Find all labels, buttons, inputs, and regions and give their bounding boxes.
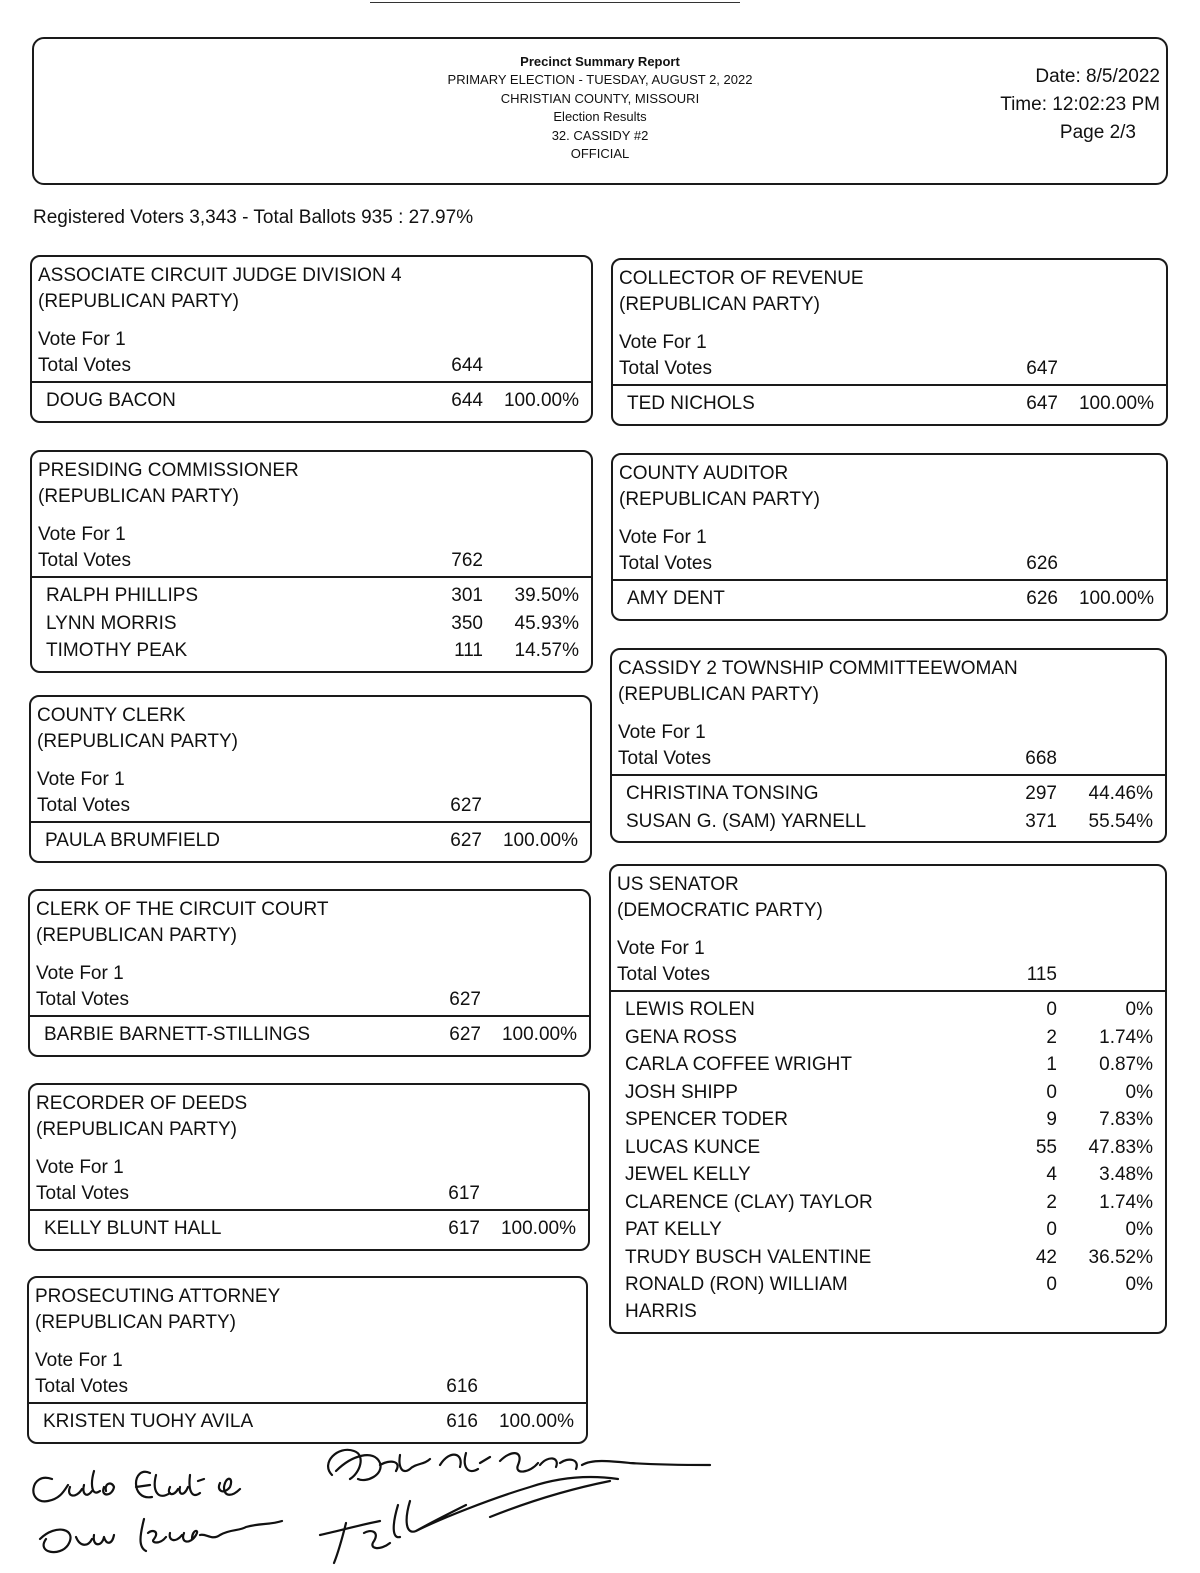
- candidate-row: [611, 1024, 1165, 1052]
- candidate-percent: 39.50%: [514, 585, 579, 606]
- candidate-row: [611, 1051, 1165, 1079]
- candidate-votes: 644: [451, 390, 483, 411]
- candidate-votes: 111: [454, 640, 483, 661]
- candidate-row: [29, 1408, 586, 1436]
- candidate-name: CHRISTINA TONSING: [626, 783, 819, 804]
- candidate-name: PAULA BRUMFIELD: [45, 830, 220, 851]
- race-office: PRESIDING COMMISSIONER: [38, 460, 299, 481]
- candidate-percent: 47.83%: [1088, 1136, 1153, 1158]
- candidate-votes: 0: [1046, 999, 1057, 1020]
- county-name: CHRISTIAN COUNTY, MISSOURI: [500, 90, 700, 106]
- candidate-list: [30, 1017, 589, 1055]
- race-prosecuting-attorney: [27, 1276, 588, 1444]
- race-office: PROSECUTING ATTORNEY: [35, 1286, 281, 1307]
- race-party: (REPUBLICAN PARTY): [618, 684, 819, 705]
- vote-for-label: Vote For 1: [38, 329, 126, 350]
- candidate-row: [611, 1134, 1165, 1162]
- candidate-percent: 100.00%: [503, 390, 579, 411]
- vote-for-label: Vote For 1: [619, 332, 707, 353]
- race-office: RECORDER OF DEEDS: [36, 1093, 248, 1114]
- vote-for-label: Vote For 1: [37, 769, 125, 790]
- candidate-row: [613, 585, 1166, 613]
- total-votes-value: 626: [1026, 553, 1058, 574]
- vote-for-label: Vote For 1: [36, 963, 124, 984]
- candidate-votes: 617: [448, 1218, 480, 1239]
- candidate-name: SPENCER TODER: [625, 1109, 788, 1130]
- candidate-row: [611, 1106, 1165, 1134]
- candidate-row: [32, 637, 591, 665]
- candidate-name: TIMOTHY PEAK: [46, 640, 188, 661]
- total-votes-label: Total Votes: [619, 358, 712, 379]
- race-party: (DEMOCRATIC PARTY): [617, 900, 823, 921]
- total-votes-value: 644: [451, 355, 483, 376]
- candidate-name: KELLY BLUNT HALL: [44, 1218, 222, 1239]
- candidate-row: [611, 1216, 1165, 1244]
- report-title-block: [34, 53, 1166, 163]
- candidate-row: [32, 610, 591, 638]
- total-votes-label: Total Votes: [618, 748, 711, 769]
- candidate-name-continued: HARRIS: [625, 1301, 697, 1322]
- report-time: Time: 12:02:23 PM: [1000, 94, 1160, 115]
- race-party: (REPUBLICAN PARTY): [36, 925, 237, 946]
- report-date: Date: 8/5/2022: [1035, 66, 1160, 87]
- candidate-percent: 1.74%: [1099, 1026, 1153, 1048]
- race-office: ASSOCIATE CIRCUIT JUDGE DIVISION 4: [38, 265, 402, 286]
- candidate-name: KRISTEN TUOHY AVILA: [43, 1411, 254, 1432]
- candidate-votes: 297: [1025, 783, 1057, 804]
- candidate-votes: 4: [1046, 1164, 1057, 1185]
- candidate-percent: 0.87%: [1099, 1054, 1153, 1075]
- candidate-list: [32, 578, 591, 671]
- candidate-name: RALPH PHILLIPS: [46, 585, 199, 606]
- candidate-list: [30, 1211, 588, 1249]
- candidate-votes: 2: [1046, 1026, 1057, 1048]
- candidate-percent: 100.00%: [502, 830, 578, 851]
- candidate-name: LUCAS KUNCE: [625, 1136, 761, 1158]
- vote-for-label: Vote For 1: [36, 1157, 124, 1178]
- total-votes-label: Total Votes: [35, 1376, 128, 1397]
- candidate-name: GENA ROSS: [625, 1026, 737, 1048]
- signatures: [20, 1435, 720, 1570]
- candidate-votes: 626: [1026, 588, 1058, 609]
- race-office: US SENATOR: [617, 874, 739, 895]
- vote-for-label: Vote For 1: [617, 938, 705, 959]
- candidate-name: SUSAN G. (SAM) YARNELL: [626, 810, 867, 832]
- total-votes-value: 617: [448, 1183, 480, 1204]
- candidate-percent: 100.00%: [498, 1411, 574, 1432]
- candidate-percent: 44.46%: [1088, 783, 1153, 804]
- race-party: (REPUBLICAN PARTY): [35, 1312, 236, 1333]
- total-votes-value: 668: [1025, 748, 1057, 769]
- vote-for-label: Vote For 1: [618, 722, 706, 743]
- signature-2: [40, 1519, 282, 1552]
- scan-top-line: [370, 2, 740, 3]
- race-cassidy-2-township-committeewoman: [610, 648, 1167, 843]
- candidate-percent: 55.54%: [1088, 810, 1153, 832]
- total-votes-value: 115: [1026, 964, 1057, 985]
- candidate-list: [611, 992, 1165, 1332]
- race-collector-of-revenue: [611, 258, 1168, 426]
- candidate-percent: 100.00%: [500, 1218, 576, 1239]
- race-office: COLLECTOR OF REVENUE: [619, 268, 864, 289]
- candidate-name: JOSH SHIPP: [625, 1081, 738, 1103]
- candidate-row: [611, 1244, 1165, 1272]
- total-votes-value: 762: [451, 550, 483, 571]
- candidate-percent: 0%: [1125, 1274, 1153, 1295]
- race-party: (REPUBLICAN PARTY): [38, 486, 239, 507]
- candidate-votes: 9: [1046, 1109, 1057, 1130]
- candidate-name: DOUG BACON: [46, 390, 176, 411]
- candidate-name: BARBIE BARNETT-STILLINGS: [44, 1024, 311, 1045]
- candidate-votes: 647: [1026, 393, 1058, 414]
- candidate-percent: 0%: [1125, 1219, 1153, 1240]
- total-votes-label: Total Votes: [36, 1183, 129, 1204]
- candidate-row: [31, 827, 590, 855]
- report-meta: [1000, 63, 1160, 147]
- candidate-list: [32, 383, 591, 421]
- total-votes-label: Total Votes: [38, 550, 131, 571]
- candidate-percent: 0%: [1125, 999, 1153, 1020]
- candidate-name: TED NICHOLS: [627, 393, 755, 414]
- election-name: PRIMARY ELECTION - TUESDAY, AUGUST 2, 2022: [447, 72, 753, 88]
- report-title: Precinct Summary Report: [520, 54, 680, 69]
- candidate-row: [611, 1271, 1165, 1326]
- candidate-percent: 1.74%: [1099, 1191, 1153, 1213]
- candidate-votes: 1: [1046, 1054, 1057, 1075]
- candidate-name: RONALD (RON) WILLIAM: [625, 1274, 848, 1295]
- candidate-name: LYNN MORRIS: [46, 612, 177, 634]
- race-office: COUNTY AUDITOR: [619, 463, 789, 484]
- total-votes-label: Total Votes: [617, 964, 710, 985]
- candidate-name: LEWIS ROLEN: [625, 999, 755, 1020]
- candidate-votes: 616: [446, 1411, 478, 1432]
- candidate-percent: 100.00%: [501, 1024, 577, 1045]
- vote-for-label: Vote For 1: [35, 1350, 123, 1371]
- candidate-percent: 45.93%: [514, 612, 579, 634]
- candidate-votes: 301: [451, 585, 483, 606]
- candidate-votes: 2: [1046, 1191, 1057, 1213]
- candidate-votes: 627: [449, 1024, 481, 1045]
- candidate-row: [612, 780, 1165, 808]
- candidate-votes: 350: [451, 612, 483, 634]
- candidate-percent: 100.00%: [1078, 588, 1154, 609]
- candidate-row: [30, 1021, 589, 1049]
- race-party: (REPUBLICAN PARTY): [619, 294, 820, 315]
- candidate-percent: 36.52%: [1088, 1246, 1153, 1268]
- candidate-row: [32, 387, 591, 415]
- candidate-votes: 0: [1046, 1219, 1057, 1240]
- race-party: (REPUBLICAN PARTY): [37, 731, 238, 752]
- race-office: COUNTY CLERK: [37, 705, 186, 726]
- signature-4: [320, 1477, 618, 1563]
- total-votes-value: 627: [450, 795, 482, 816]
- race-clerk-of-the-circuit-court: [28, 889, 591, 1057]
- race-party: (REPUBLICAN PARTY): [36, 1119, 237, 1140]
- race-county-clerk: [29, 695, 592, 863]
- page-number: Page 2/3: [1059, 122, 1136, 143]
- race-us-senator: [609, 864, 1167, 1334]
- signature-3: [328, 1450, 710, 1480]
- candidate-name: CLARENCE (CLAY) TAYLOR: [625, 1191, 873, 1213]
- vote-for-label: Vote For 1: [38, 524, 126, 545]
- candidate-list: [613, 581, 1166, 619]
- candidate-votes: 0: [1046, 1081, 1057, 1103]
- candidate-votes: 55: [1035, 1136, 1057, 1158]
- report-header: [32, 37, 1168, 185]
- candidate-votes: 371: [1025, 810, 1057, 832]
- race-office: CASSIDY 2 TOWNSHIP COMMITTEEWOMAN: [618, 658, 1018, 679]
- total-votes-label: Total Votes: [619, 553, 712, 574]
- race-presiding-commissioner: [30, 450, 593, 673]
- candidate-row: [613, 390, 1166, 418]
- candidate-list: [612, 776, 1165, 841]
- race-office: CLERK OF THE CIRCUIT COURT: [36, 899, 329, 920]
- candidate-votes: 42: [1035, 1246, 1057, 1268]
- race-county-auditor: [611, 453, 1168, 621]
- turnout-summary: Registered Voters 3,343 - Total Ballots 935 : 27.97%: [33, 207, 474, 228]
- candidate-votes: 627: [450, 830, 482, 851]
- candidate-percent: 100.00%: [1078, 393, 1154, 414]
- total-votes-label: Total Votes: [38, 355, 131, 376]
- candidate-row: [30, 1215, 588, 1243]
- total-votes-label: Total Votes: [36, 989, 129, 1010]
- candidate-list: [613, 386, 1166, 424]
- total-votes-value: 647: [1026, 358, 1058, 379]
- candidate-row: [612, 808, 1165, 836]
- candidate-row: [611, 1189, 1165, 1217]
- race-recorder-of-deeds: [28, 1083, 590, 1251]
- candidate-percent: 14.57%: [514, 640, 579, 661]
- candidate-name: TRUDY BUSCH VALENTINE: [625, 1246, 872, 1268]
- official-label: OFFICIAL: [570, 146, 630, 162]
- candidate-row: [611, 1079, 1165, 1107]
- candidate-votes: 0: [1046, 1274, 1057, 1295]
- race-party: (REPUBLICAN PARTY): [38, 291, 239, 312]
- total-votes-label: Total Votes: [37, 795, 130, 816]
- vote-for-label: Vote For 1: [619, 527, 707, 548]
- race-party: (REPUBLICAN PARTY): [619, 489, 820, 510]
- candidate-row: [611, 1161, 1165, 1189]
- candidate-name: AMY DENT: [627, 588, 725, 609]
- candidate-row: [32, 582, 591, 610]
- candidate-percent: 7.83%: [1099, 1109, 1153, 1130]
- candidate-row: [611, 996, 1165, 1024]
- candidate-percent: 3.48%: [1099, 1164, 1153, 1185]
- candidate-name: CARLA COFFEE WRIGHT: [625, 1054, 852, 1075]
- candidate-list: [31, 823, 590, 861]
- total-votes-value: 616: [446, 1376, 478, 1397]
- candidate-name: JEWEL KELLY: [625, 1164, 751, 1185]
- total-votes-value: 627: [449, 989, 481, 1010]
- candidate-percent: 0%: [1125, 1081, 1153, 1103]
- race-associate-circuit-judge-division-4: [30, 255, 593, 423]
- precinct-name: 32. CASSIDY #2: [551, 127, 649, 143]
- results-label: Election Results: [553, 109, 647, 125]
- candidate-name: PAT KELLY: [625, 1219, 722, 1240]
- signature-1: [33, 1471, 240, 1501]
